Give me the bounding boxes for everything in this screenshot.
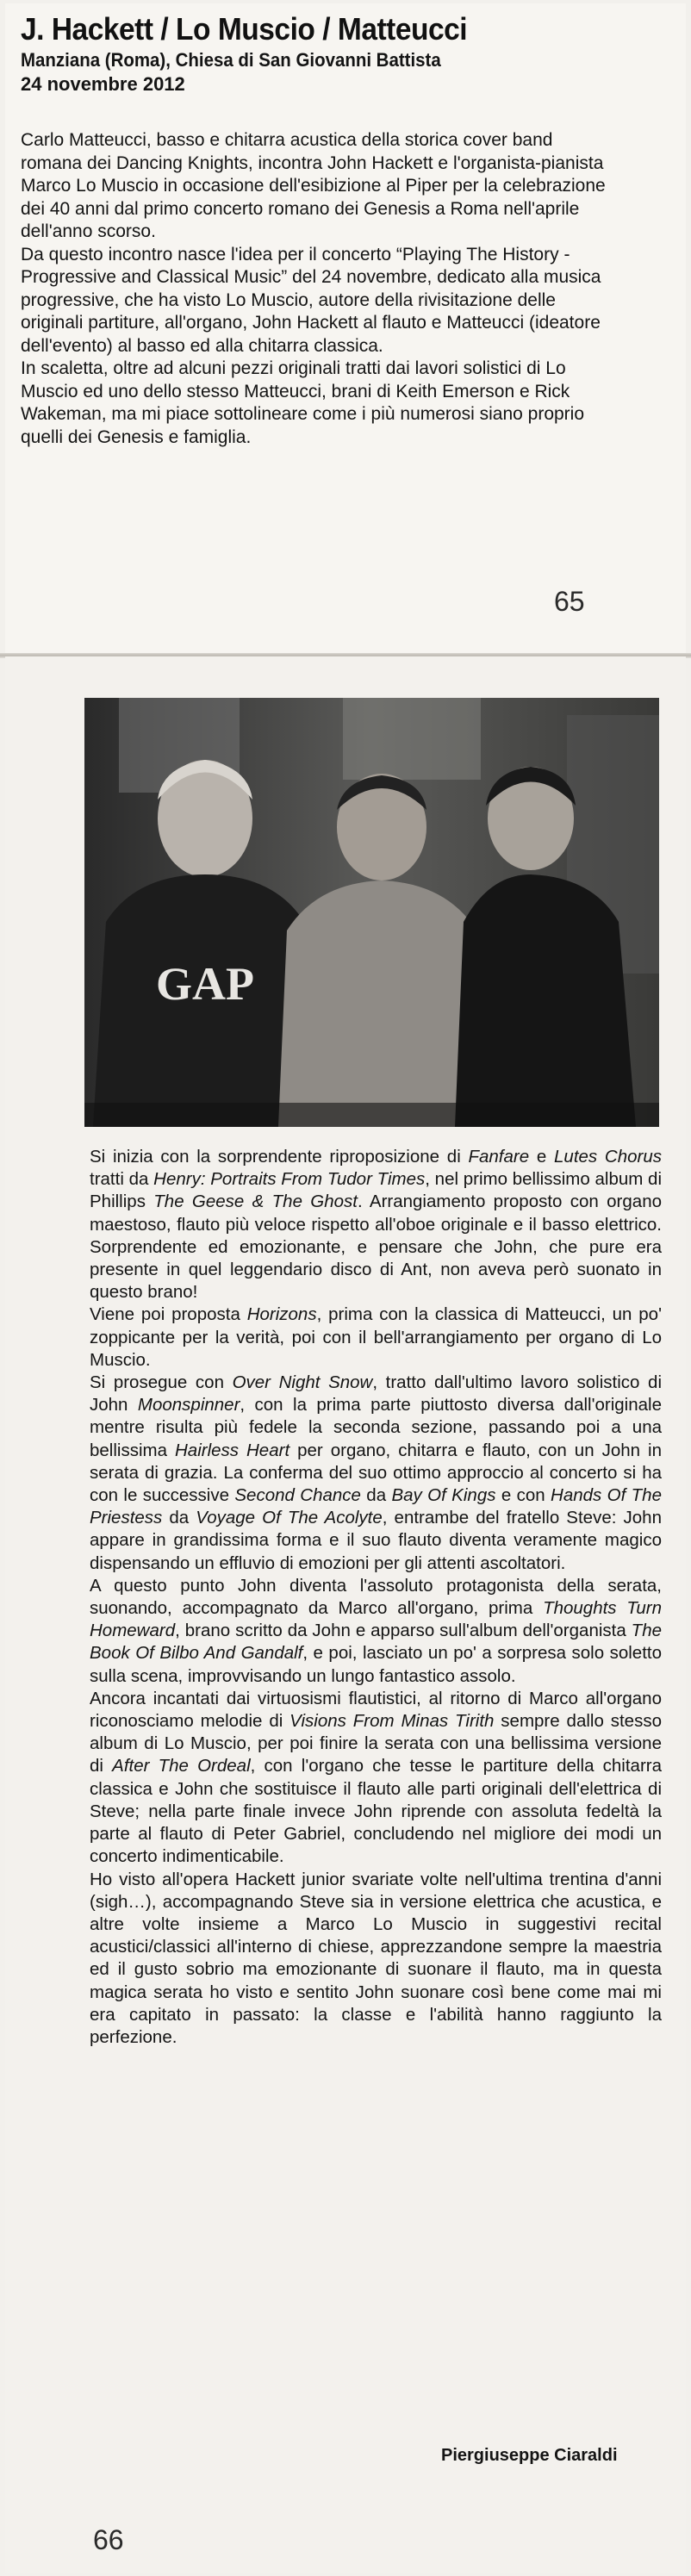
text-run: A questo punto John diventa l'assoluto protagonista della serata, suonando, accompagnato da Marco all'organo, prima xyxy=(90,1575,662,1619)
text-run: . Arrangiamento proposto con organo maestoso, flauto più veloce rispetto all'oboe originale e il basso elettrico. Sorprendente ed emozionante, e pensare che John, che pure era presente in quel leggendario disco di Ant, non aveva però suonato in questo brano! xyxy=(90,1192,662,1303)
song-title: Second Chance xyxy=(234,1485,361,1506)
song-title: Horizons xyxy=(246,1304,317,1325)
song-title: Hairless Heart xyxy=(174,1440,290,1460)
text-run: e con xyxy=(495,1485,551,1506)
text-run: Viene poi proposta xyxy=(90,1304,247,1325)
text-run: e xyxy=(529,1147,555,1167)
body-paragraph xyxy=(90,1688,662,1869)
song-title: Henry: Portraits From Tudor Times xyxy=(153,1169,426,1190)
intro-text xyxy=(21,129,615,449)
concert-venue: Manziana (Roma), Chiesa di San Giovanni Battista xyxy=(21,49,441,71)
intro-paragraph: In scaletta, oltre ad alcuni pezzi originali tratti dai lavori solistici di Lo Muscio ed uno dello stesso Matteucci, brani di Keith Emerson e Rick Wakeman, ma mi piace sottolineare come i più numerosi siano proprio quelli dei Genesis e famiglia. xyxy=(21,358,585,447)
text-run: Si inizia con la sorprendente riproposizione di xyxy=(90,1147,469,1167)
album-title: Voyage Of The Acolyte xyxy=(196,1508,383,1528)
intro-paragraph: Carlo Matteucci, basso e chitarra acustica della storica cover band romana dei Dancing Knights, incontra John Hackett e l'organista-pianista Marco Lo Muscio in occasione dell'esibizione al Piper per la celebrazione dei 40 anni dal primo concerto romano dei Genesis a Roma nell'aprile dell'anno scorso. xyxy=(21,130,606,241)
text-run: , entrambe del fratello Steve: John appare in grandissima forma e il suo flauto diventa veramente magico dispensando un effluvio di emozioni per gli attenti ascoltatori. xyxy=(90,1508,662,1573)
sweatshirt-logo: GAP xyxy=(156,958,254,1010)
song-title: Over Night Snow xyxy=(232,1372,373,1393)
text-run: , tratto dall'ultimo lavoro solistico di John xyxy=(90,1372,662,1416)
body-paragraph xyxy=(90,1372,662,1575)
song-title: After The Ordeal xyxy=(112,1756,251,1776)
text-run: sempre dallo stesso album di Lo Muscio, per poi finire la serata con una bellissima versione di xyxy=(90,1711,662,1776)
text-run: da xyxy=(162,1508,196,1528)
text-run: per organo, chitarra e flauto, con un John in serata di grazia. La conferma del suo ottimo approccio al concerto si ha con le successive xyxy=(90,1440,662,1506)
text-run: da xyxy=(360,1485,392,1506)
song-title: Visions From Minas Tirith xyxy=(289,1711,495,1732)
text-run: , brano scritto da John e apparso sull'album dell'organista xyxy=(175,1621,632,1641)
concert-date: 24 novembre 2012 xyxy=(21,73,185,95)
text-run: Si prosegue con xyxy=(90,1372,233,1393)
text-run: , e poi, lasciato un po' a sorpresa solo soletto sulla scena, improvvisando un lungo fantastico assolo. xyxy=(90,1643,662,1686)
author-signature: Piergiuseppe Ciaraldi xyxy=(441,2446,618,2465)
text-run: tratti da xyxy=(90,1169,154,1190)
text-run: , con l'organo che tesse le partiture della chitarra classica e John che sostituisce il flauto alle parti originali dell'elettrica di Steve; nella parte finale invece John riprende con assoluta fedeltà la parte al flauto di Peter Gabriel, concludendo nel migliore dei modi un concerto indimenticabile. xyxy=(90,1756,662,1867)
intro-paragraph: Da questo incontro nasce l'idea per il concerto “Playing The History - Progressive and Classical Music” del 24 novembre, dedicato alla musica progressive, che ha visto Lo Muscio, autore della rivisitazione delle originali partiture, all'organo, John Hackett al flauto e Matteucci (ideatore dell'evento) al basso ed alla chitarra classica. xyxy=(21,244,601,356)
band-photo xyxy=(84,698,659,1127)
body-paragraph xyxy=(90,1575,662,1688)
body-paragraph: Ho visto all'opera Hackett junior svariate volte nell'ultima trentina d'anni (sigh…), accompagnando Steve sia in versione elettrica che acustica, e altre volte insieme a Marco Lo Muscio in suggestivi recital acustici/classici all'interno di chiese, apprezzandone sempre la maestria ed il gusto sobrio ma emozionante di suonare il flauto, ma in questa magica serata ho visto e sentito John suonare così bene come mai mi era capitato in passato: la classe e l'abilità hanno raggiunto la perfezione. xyxy=(90,1869,662,2047)
album-title: The Geese & The Ghost xyxy=(153,1192,358,1212)
album-title: The Book Of Bilbo And Gandalf xyxy=(90,1621,662,1664)
article-body xyxy=(90,1146,662,2049)
body-paragraph xyxy=(90,1304,662,1372)
page-number-bottom: 66 xyxy=(93,2524,124,2555)
band-photo-image xyxy=(84,698,659,1127)
page-number-top: 65 xyxy=(554,586,585,617)
song-title: Hands Of The Priestess xyxy=(90,1485,662,1528)
album-title: Bay Of Kings xyxy=(391,1485,496,1506)
song-title: Thoughts Turn Homeward xyxy=(90,1598,662,1641)
song-title: Lutes Chorus xyxy=(554,1147,662,1167)
article-title: J. Hackett / Lo Muscio / Matteucci xyxy=(21,11,468,47)
text-run: , prima con la classica di Matteucci, un po' zoppicante per la verità, poi con il bell'arrangiamento per organo di Lo Muscio. xyxy=(90,1304,662,1370)
text-run: Ancora incantati dai virtuosismi flautistici, al ritorno di Marco all'organo riconosciamo melodie di xyxy=(90,1688,662,1732)
song-title: Fanfare xyxy=(468,1147,530,1167)
text-run: , nel primo bellissimo album di Phillips xyxy=(90,1169,663,1212)
text-run: , con la prima parte piuttosto diversa dall'originale mentre risulta più fedele la seconda sezione, passando poi a una bellissima xyxy=(90,1395,662,1460)
body-paragraph xyxy=(90,1146,662,1304)
album-title: Moonspinner xyxy=(137,1395,240,1416)
